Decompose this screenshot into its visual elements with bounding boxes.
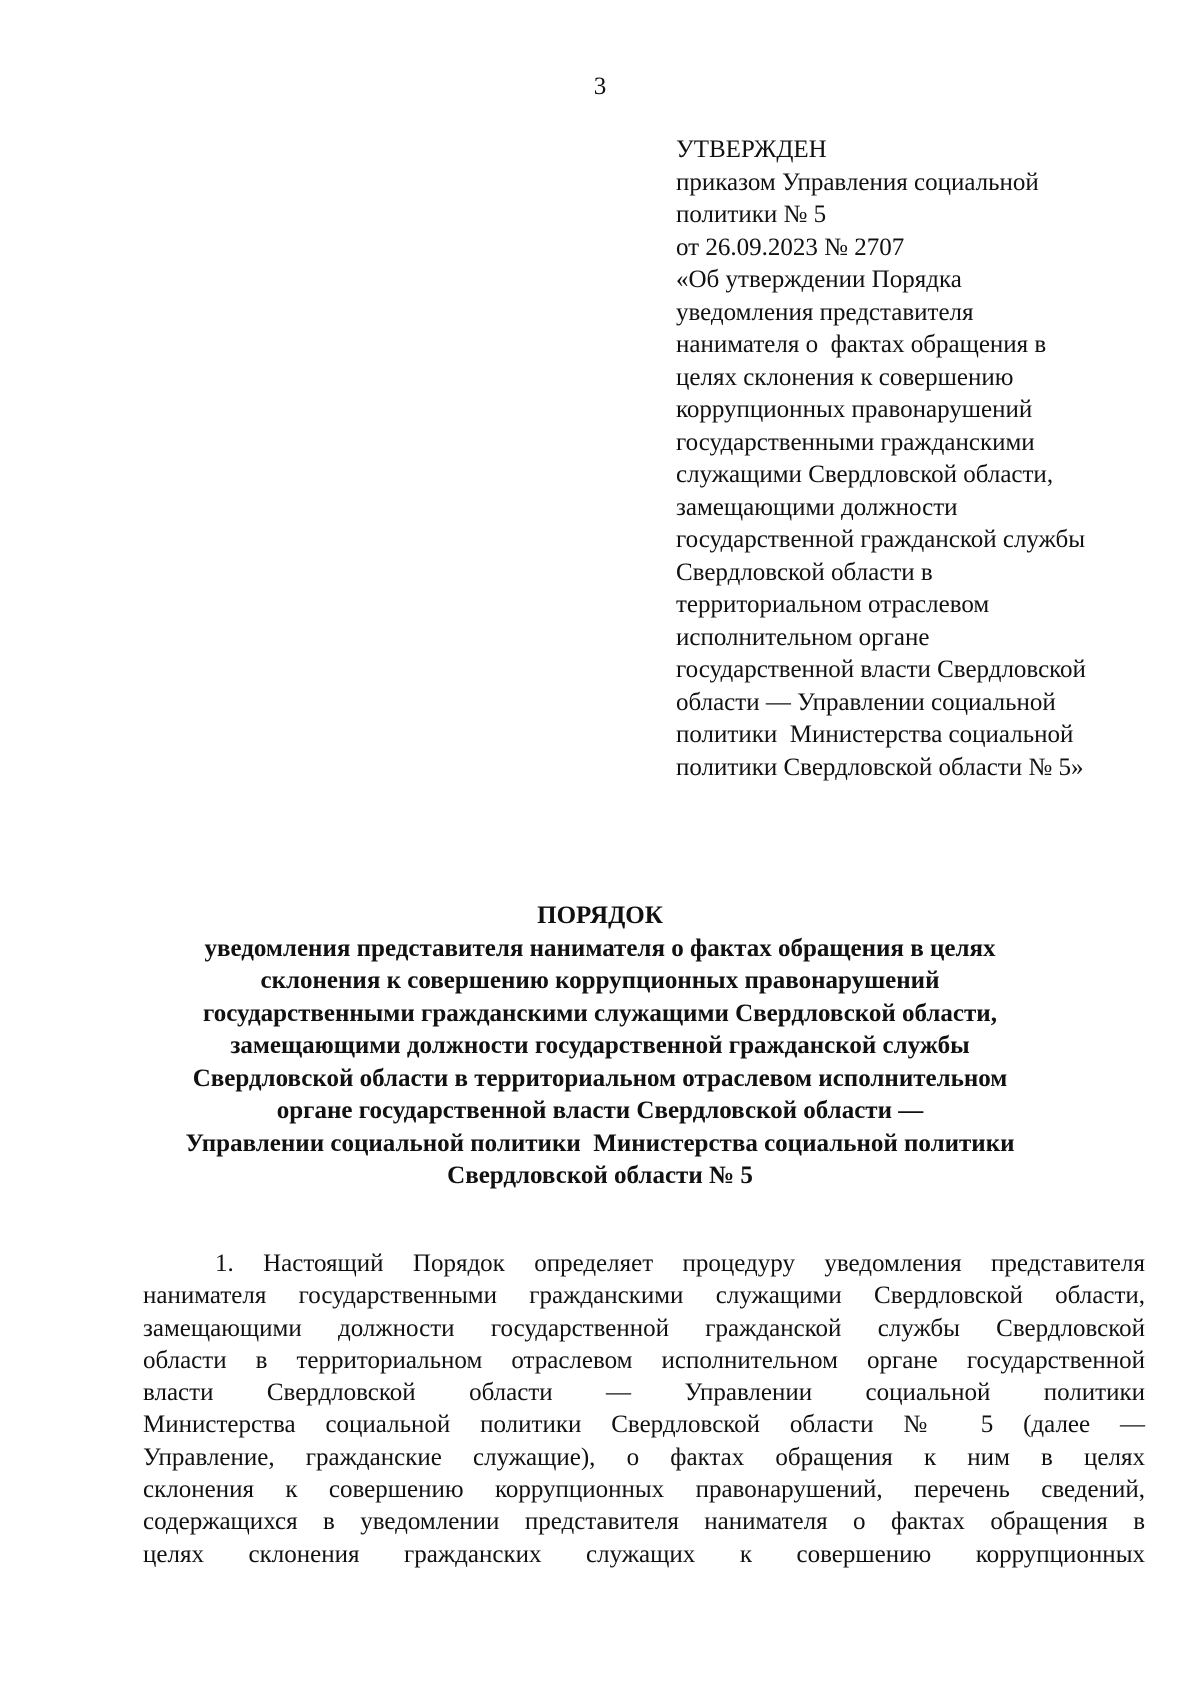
body-line: Управление, гражданские служащие), о фактах обращения к ним в целях — [143, 1443, 1145, 1471]
approval-line: нанимателя о фактах обращения в — [676, 331, 1047, 358]
approval-line: исполнительном органе — [676, 623, 930, 651]
approval-line: коррупционных правонарушений — [676, 396, 1033, 423]
approval-line: территориальном отраслевом — [676, 591, 990, 618]
approval-line: от 26.09.2023 № 2707 — [676, 233, 905, 261]
body-line: замещающими должности государственной гражданской службы Свердловской — [143, 1314, 1145, 1342]
approval-line: государственной власти Свердловской — [676, 656, 1086, 683]
title-line: замещающими должности государственной гражданской службы — [230, 1032, 970, 1059]
approval-line: Свердловской области в — [676, 558, 933, 586]
approval-line: уведомления представителя — [676, 298, 974, 326]
body-line: власти Свердловской области — Управлении социальной политики — [143, 1379, 1145, 1407]
title-line: органе государственной власти Свердловской области — — [276, 1097, 924, 1124]
body-line: Министерства социальной политики Свердловской области № 5 (далее — — [143, 1411, 1145, 1439]
approval-line: «Об утверждении Порядка — [676, 266, 962, 293]
approval-stamp-block — [676, 134, 1176, 784]
approval-line: политики Свердловской области № 5» — [676, 753, 1084, 781]
title-line: государственными гражданскими служащими Свердловской области, — [203, 999, 997, 1027]
approval-line: целях склонения к совершению — [676, 363, 1014, 391]
approval-line: политики № 5 — [676, 201, 827, 228]
document-title — [100, 900, 1100, 1193]
body-line: целях склонения гражданских служащих к совершению коррупционных — [143, 1540, 1145, 1568]
body-line: нанимателя государственными гражданскими служащими Свердловской области, — [143, 1282, 1145, 1310]
approval-line: государственными гражданскими — [676, 428, 1035, 456]
body-line: 1. Настоящий Порядок определяет процедуру уведомления представителя — [215, 1250, 1145, 1277]
approval-line: служащими Свердловской области, — [676, 461, 1054, 488]
approval-line: УТВЕРЖДЕН — [676, 136, 827, 163]
paragraph-1 — [143, 1248, 1145, 1571]
body-line: склонения к совершению коррупционных правонарушений, перечень сведений, — [143, 1476, 1145, 1504]
title-line: склонения к совершению коррупционных правонарушений — [260, 967, 940, 994]
approval-line: политики Министерства социальной — [676, 721, 1074, 748]
page-number: 3 — [593, 73, 607, 100]
title-line: Свердловской области № 5 — [447, 1162, 753, 1189]
title-line: Управлении социальной политики Министерства социальной политики — [185, 1129, 1015, 1157]
approval-line: государственной гражданской службы — [676, 526, 1086, 553]
title-heading: ПОРЯДОК — [537, 902, 663, 929]
approval-line: приказом Управления социальной — [676, 168, 1039, 196]
title-line: Свердловской области в территориальном отраслевом исполнительном — [192, 1064, 1008, 1092]
body-line: содержащихся в уведомлении представителя нанимателя о фактах обращения в — [143, 1508, 1145, 1536]
approval-line: замещающими должности — [676, 493, 958, 521]
approval-line: области — Управлении социальной — [676, 688, 1056, 716]
title-line: уведомления представителя нанимателя о фактах обращения в целях — [204, 934, 996, 962]
body-line: области в территориальном отраслевом исполнительном органе государственной — [143, 1346, 1145, 1374]
